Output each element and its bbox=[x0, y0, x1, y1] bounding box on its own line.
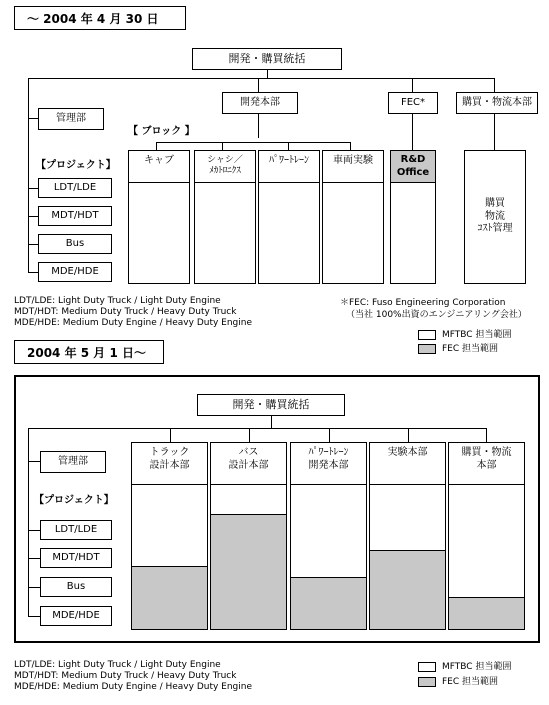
legend-mftbc-top: MFTBC 担当範囲 bbox=[442, 330, 512, 340]
fec-share-truck bbox=[132, 566, 207, 629]
notes-bottom-1: MDT/HDT: Medium Duty Truck / Heavy Duty Truck bbox=[14, 671, 237, 681]
project-mde-hde-new: MDE/HDE bbox=[40, 606, 112, 626]
project-ldt-lde: LDT/LDE bbox=[38, 178, 112, 198]
project-bus: Bus bbox=[38, 234, 112, 254]
column-truck-design: トラック 設計本部 bbox=[131, 442, 208, 630]
fec-share-bus bbox=[211, 514, 286, 629]
column-test: 実験本部 bbox=[369, 442, 446, 630]
project-bus-new: Bus bbox=[40, 577, 112, 597]
block-powertrain: ﾊﾟﾜｰﾄﾚｰﾝ bbox=[258, 150, 320, 284]
notes-top-0: LDT/LDE: Light Duty Truck / Light Duty Engine bbox=[14, 296, 221, 306]
legend-fec-swatch-top bbox=[418, 344, 436, 354]
notes-bottom-2: MDE/HDE: Medium Duty Engine / Heavy Duty Engine bbox=[14, 682, 253, 692]
fec-note: ＊FEC: Fuso Engineering Corporation bbox=[340, 298, 506, 308]
column-bus-design: バス 設計本部 bbox=[210, 442, 287, 630]
fec-share-purchasing bbox=[449, 597, 524, 629]
column-powertrain-dev: ﾊﾟﾜｰﾄﾚｰﾝ 開発本部 bbox=[290, 442, 367, 630]
date-header-after: 2004 年 5 月 1 日～ bbox=[14, 340, 164, 364]
legend-mftbc-swatch-top bbox=[418, 330, 436, 340]
legend-fec-top: FEC 担当範囲 bbox=[442, 344, 499, 354]
legend-fec-bottom: FEC 担当範囲 bbox=[442, 677, 499, 687]
project-label-new: 【プロジェクト】 bbox=[34, 495, 114, 506]
purchasing-hq: 購買・物流本部 bbox=[456, 92, 538, 114]
column-purchasing: 購買・物流 本部 bbox=[448, 442, 525, 630]
project-mde-hde: MDE/HDE bbox=[38, 262, 112, 282]
project-label: 【プロジェクト】 bbox=[36, 160, 116, 171]
notes-top-1: MDT/HDT: Medium Duty Truck / Heavy Duty Truck bbox=[14, 307, 237, 317]
project-ldt-lde-new: LDT/LDE bbox=[40, 520, 112, 540]
fec-box: FEC* bbox=[388, 92, 438, 114]
admin-dept-new: 管理部 bbox=[40, 451, 106, 473]
admin-dept: 管理部 bbox=[38, 108, 104, 130]
legend-mftbc-bottom: MFTBC 担当範囲 bbox=[442, 662, 512, 672]
fec-rd-office: R&D Office bbox=[390, 150, 436, 284]
legend-fec-swatch-bottom bbox=[418, 677, 436, 687]
project-mdt-hdt: MDT/HDT bbox=[38, 206, 112, 226]
date-header-before: ～ 2004 年 4 月 30 日 bbox=[14, 6, 186, 30]
block-chassis: シャシ／ ﾒｶﾄﾛﾆｸｽ bbox=[194, 150, 256, 284]
project-mdt-hdt-new: MDT/HDT bbox=[40, 548, 112, 568]
block-label: 【 ブロック 】 bbox=[128, 126, 195, 137]
fec-share-test bbox=[370, 550, 445, 629]
root-dev-purchasing: 開発・購買統括 bbox=[192, 48, 342, 70]
fec-note-2: （当社 100%出資のエンジニアリング会社） bbox=[346, 310, 527, 320]
notes-bottom-0: LDT/LDE: Light Duty Truck / Light Duty Engine bbox=[14, 660, 221, 670]
block-cab: キャブ bbox=[128, 150, 190, 284]
notes-top-2: MDE/HDE: Medium Duty Engine / Heavy Duty Engine bbox=[14, 318, 253, 328]
purchasing-detail: 購買 物流 ｺｽﾄ管理 bbox=[464, 150, 526, 284]
block-vehicle-test: 車両実験 bbox=[322, 150, 384, 284]
legend-mftbc-swatch-bottom bbox=[418, 662, 436, 672]
dev-hq: 開発本部 bbox=[222, 92, 298, 114]
fec-share-powertrain bbox=[291, 577, 366, 629]
root-dev-purchasing-new: 開発・購買統括 bbox=[197, 394, 345, 416]
